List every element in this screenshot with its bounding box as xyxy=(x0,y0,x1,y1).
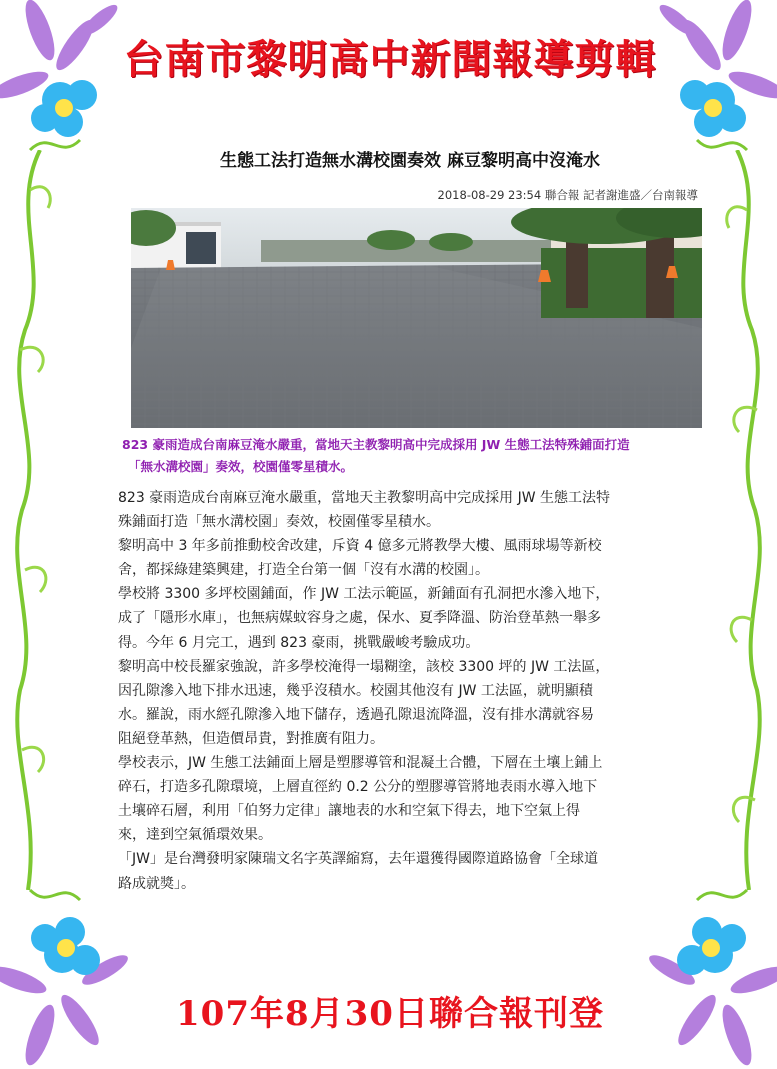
body-line: 成了「隱形水庫」，也無病媒蚊容身之處，保水、夏季降溫、防治登革熱一舉多 xyxy=(118,610,601,627)
body-line: 黎明高中 3 年多前推動校舍改建，斥資 4 億多元將教學大樓、風雨球場等新校 xyxy=(118,538,602,555)
body-line: 來，達到空氣循環效果。 xyxy=(118,827,272,844)
body-line: 路成就獎」。 xyxy=(118,875,195,892)
body-line: 因孔隙滲入地下排水迅速，幾乎沒積水。校園其他沒有 JW 工法區，就明顯積 xyxy=(118,682,593,699)
body-line: 學校將 3300 多坪校園鋪面，作 JW 工法示範區，新鋪面有孔洞把水滲入地下， xyxy=(118,586,610,603)
right-vine-decoration xyxy=(717,150,777,890)
body-line: 阻絕登革熱，但造價昂貴，對推廣有阻力。 xyxy=(118,730,384,747)
body-line: 舍，都採綠建築興建，打造全台第一個「沒有水溝的校園」。 xyxy=(118,562,489,579)
photo-caption xyxy=(122,434,712,478)
caption-line: 823 豪雨造成台南麻豆淹水嚴重，當地天主教黎明高中完成採用 JW 生態工法特殊鋪面打造 xyxy=(122,437,630,452)
body-line: 「JW」是台灣發明家陳瑞文名字英譯縮寫，去年還獲得國際道路協會「全球道 xyxy=(118,851,598,868)
left-vine-decoration xyxy=(0,150,60,890)
body-line: 水。羅說，雨水經孔隙滲入地下儲存，透過孔隙退流降溫，沒有排水溝就容易 xyxy=(118,706,594,723)
body-line: 碎石，打造多孔隙環境，上層直徑約 0.2 公分的塑膠導管將地表雨水導入地下 xyxy=(118,779,598,796)
article-body xyxy=(118,486,708,896)
caption-line: 「無水溝校園」奏效，校園僅零星積水。 xyxy=(128,459,354,474)
body-line: 得。今年 6 月完工，遇到 823 豪雨，挑戰嚴峻考驗成功。 xyxy=(118,634,480,651)
page-title: 台南市黎明高中新聞報導剪輯 xyxy=(123,36,657,83)
body-line: 土壤碎石層，利用「伯努力定律」讓地表的水和空氣下得去，地下空氣上得 xyxy=(118,803,580,820)
body-line: 學校表示，JW 生態工法鋪面上層是塑膠導管和混凝土合體，下層在土壤上鋪上 xyxy=(118,755,603,772)
article-headline: 生態工法打造無水溝校園奏效 麻豆黎明高中沒淹水 xyxy=(220,151,600,171)
body-line: 823 豪雨造成台南麻豆淹水嚴重，當地天主教黎明高中完成採用 JW 生態工法特 xyxy=(118,490,611,506)
body-line: 殊鋪面打造「無水溝校園」奏效，校園僅零星積水。 xyxy=(118,514,440,531)
body-line: 黎明高中校長羅家強說，許多學校淹得一塌糊塗，該校 3300 坪的 JW 工法區， xyxy=(118,658,610,675)
article-byline: 2018-08-29 23:54 聯合報 記者謝進盛／台南報導 xyxy=(437,188,698,202)
publication-note: 107年8月30日聯合報刊登 xyxy=(176,994,604,1034)
top-left-flower-decoration xyxy=(0,0,150,180)
campus-paving-photo xyxy=(131,208,702,428)
